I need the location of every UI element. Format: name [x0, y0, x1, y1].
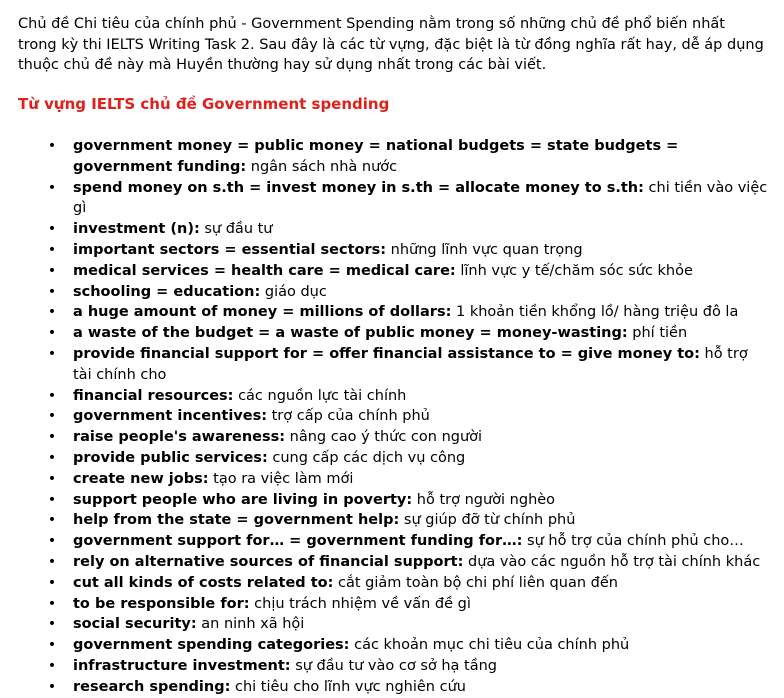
vocabulary-meaning: cắt giảm toàn bộ chi phí liên quan đến: [333, 574, 618, 591]
vocabulary-item: [0, 490, 784, 511]
vocabulary-item: [0, 386, 784, 407]
vocabulary-item: [0, 302, 784, 323]
vocabulary-meaning: chi tiền vào việc gì: [73, 179, 768, 217]
vocabulary-term: cut all kinds of costs related to:: [73, 574, 334, 591]
bullet-icon: •: [47, 616, 57, 633]
vocabulary-meaning: hỗ trợ tài chính cho: [73, 345, 748, 383]
vocabulary-term: raise people's awareness:: [73, 429, 286, 446]
bullet-icon: •: [47, 595, 57, 612]
vocabulary-item: [0, 573, 784, 594]
bullet-icon: •: [47, 470, 57, 487]
vocabulary-term: a waste of the budget = a waste of public money = money-wasting:: [73, 325, 628, 342]
vocabulary-term: government money = public money = national budgets = state budgets = government funding:: [73, 138, 679, 175]
vocabulary-item: [0, 656, 784, 677]
vocabulary-meaning: hỗ trợ người nghèo: [412, 491, 556, 508]
vocabulary-term: financial resources:: [73, 387, 234, 404]
bullet-icon: •: [47, 345, 57, 362]
vocabulary-meaning: an ninh xã hội: [196, 616, 305, 633]
vocabulary-term: create new jobs:: [73, 470, 209, 487]
bullet-icon: •: [47, 221, 57, 238]
intro-paragraph: Chủ đề Chi tiêu của chính phủ - Government Spending nằm trong số những chủ đề phổ biến nhất trong kỳ thi IELTS Writing Task 2. Sau đây là các từ vựng, đặc biệt là từ đồng nghĩa rất hay, dễ áp dụng thuộc chủ đề này mà Huyền thường hay sử dụng nhất trong các bài viết.: [18, 16, 764, 73]
vocabulary-meaning: các khoản mục chi tiêu của chính phủ: [349, 637, 630, 654]
vocabulary-term: to be responsible for:: [73, 595, 250, 612]
vocabulary-item: [0, 531, 784, 552]
bullet-icon: •: [47, 491, 57, 508]
vocabulary-item: [0, 240, 784, 261]
vocabulary-meaning: chi tiêu cho lĩnh vực nghiên cứu: [230, 678, 466, 695]
section-heading: Từ vựng IELTS chủ đề Government spending: [18, 95, 390, 113]
vocabulary-term: research spending:: [73, 678, 231, 695]
bullet-icon: •: [47, 283, 57, 300]
vocabulary-item: [0, 427, 784, 448]
vocabulary-list: [0, 136, 784, 698]
bullet-icon: •: [47, 449, 57, 466]
vocabulary-item: [0, 614, 784, 635]
vocabulary-term: important sectors = essential sectors:: [73, 241, 387, 258]
vocabulary-meaning: ngân sách nhà nước: [246, 158, 398, 175]
vocabulary-meaning: trợ cấp của chính phủ: [267, 408, 430, 425]
vocabulary-term: investment (n):: [73, 221, 200, 238]
vocabulary-item: [0, 282, 784, 303]
bullet-icon: •: [47, 408, 57, 425]
bullet-icon: •: [47, 574, 57, 591]
vocabulary-meaning: cung cấp các dịch vụ công: [267, 449, 466, 466]
vocabulary-item: [0, 344, 784, 386]
vocabulary-item: [0, 448, 784, 469]
bullet-icon: •: [47, 533, 57, 550]
vocabulary-meaning: phí tiền: [627, 325, 688, 342]
vocabulary-meaning: tạo ra việc làm mới: [208, 470, 354, 487]
vocabulary-item: [0, 219, 784, 240]
vocabulary-term: schooling = education:: [73, 283, 261, 300]
vocabulary-term: infrastructure investment:: [73, 657, 291, 674]
vocabulary-item: [0, 261, 784, 282]
bullet-icon: •: [47, 512, 57, 529]
vocabulary-term: government incentives:: [73, 408, 268, 425]
vocabulary-term: a huge amount of money = millions of dollars:: [73, 304, 452, 321]
vocabulary-term: support people who are living in poverty:: [73, 491, 413, 508]
vocabulary-meaning: dựa vào các nguồn hỗ trợ tài chính khác: [463, 553, 761, 570]
bullet-icon: •: [47, 179, 57, 196]
vocabulary-meaning: lĩnh vực y tế/chăm sóc sức khỏe: [455, 262, 693, 279]
bullet-icon: •: [47, 387, 57, 404]
bullet-icon: •: [47, 262, 57, 279]
vocabulary-meaning: sự giúp đỡ từ chính phủ: [399, 512, 576, 529]
vocabulary-item: [0, 594, 784, 615]
vocabulary-meaning: sự đầu tư vào cơ sở hạ tầng: [290, 657, 498, 674]
vocabulary-term: government spending categories:: [73, 637, 350, 654]
vocabulary-meaning: chịu trách nhiệm về vấn đề gì: [249, 595, 471, 612]
bullet-icon: •: [47, 553, 57, 570]
vocabulary-term: government support for… = government funding for…:: [73, 533, 523, 550]
vocabulary-item: [0, 323, 784, 344]
bullet-icon: •: [47, 241, 57, 258]
vocabulary-meaning: nâng cao ý thức con người: [285, 429, 483, 446]
vocabulary-meaning: sự hỗ trợ của chính phủ cho…: [522, 533, 744, 550]
vocabulary-item: [0, 552, 784, 573]
vocabulary-term: provide financial support for = offer financial assistance to = give money to:: [73, 345, 700, 362]
bullet-icon: •: [47, 429, 57, 446]
vocabulary-term: spend money on s.th = invest money in s.th = allocate money to s.th:: [73, 179, 644, 196]
vocabulary-item: [0, 635, 784, 656]
vocabulary-meaning: những lĩnh vực quan trọng: [386, 241, 583, 258]
vocabulary-item: [0, 510, 784, 531]
vocabulary-item: [0, 406, 784, 427]
vocabulary-meaning: các nguồn lực tài chính: [233, 387, 407, 404]
vocabulary-term: rely on alternative sources of financial support:: [73, 553, 464, 570]
bullet-icon: •: [47, 637, 57, 654]
vocabulary-item: [0, 136, 784, 178]
vocabulary-item: [0, 469, 784, 490]
bullet-icon: •: [47, 657, 57, 674]
bullet-icon: •: [47, 678, 57, 695]
vocabulary-meaning: giáo dục: [260, 283, 327, 300]
vocabulary-term: provide public services:: [73, 449, 268, 466]
vocabulary-meaning: sự đầu tư: [199, 221, 273, 238]
vocabulary-term: medical services = health care = medical care:: [73, 262, 456, 279]
vocabulary-item: [0, 178, 784, 220]
bullet-icon: •: [47, 325, 57, 342]
vocabulary-meaning: 1 khoản tiền khổng lồ/ hàng triệu đô la: [451, 304, 739, 321]
bullet-icon: •: [47, 138, 57, 154]
vocabulary-term: social security:: [73, 616, 197, 633]
vocabulary-term: help from the state = government help:: [73, 512, 400, 529]
bullet-icon: •: [47, 304, 57, 321]
